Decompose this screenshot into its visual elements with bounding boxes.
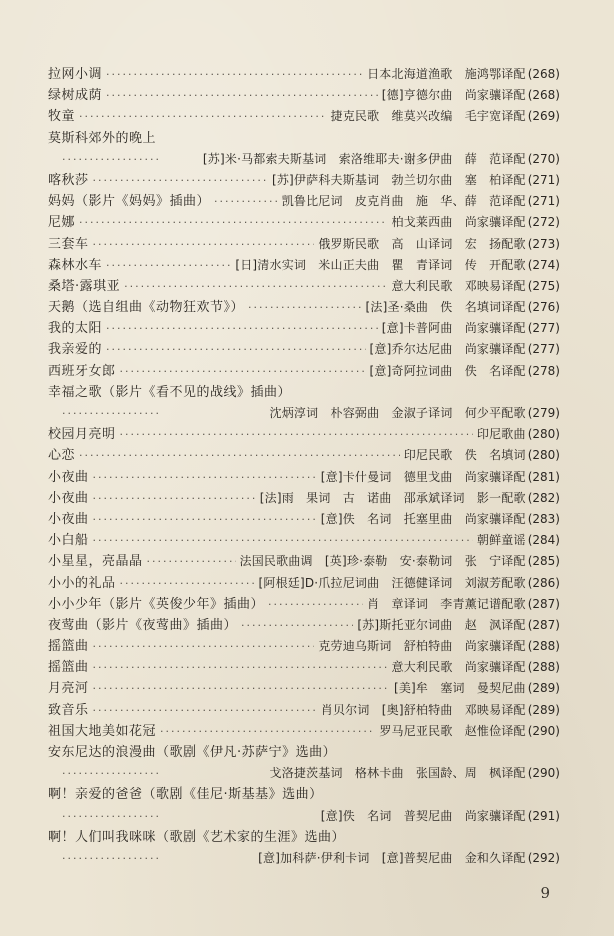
dot-leader <box>93 170 268 191</box>
entry-page-number: (272) <box>527 215 560 230</box>
credits: [意]卡什曼词 德里戈曲 尚家骧译配 <box>320 469 526 484</box>
entry-page-number: (268) <box>527 88 560 103</box>
song-title: 拉网小调 <box>48 67 103 82</box>
toc-entry <box>48 509 560 530</box>
song-title: 祖国大地美如花冠 <box>48 723 157 739</box>
song-title: 校园月亮明 <box>48 427 116 443</box>
toc-entry <box>48 594 560 615</box>
toc-entry-continuation <box>48 149 560 170</box>
dot-leader <box>120 424 473 445</box>
credits: 日本北海道渔歌 施鸿鄂译配 <box>367 67 526 81</box>
toc-entry <box>48 424 560 445</box>
table-of-contents <box>48 64 560 869</box>
credits: 印尼民歌 佚 名填词 <box>403 448 526 463</box>
toc-row <box>48 721 560 742</box>
toc-entry <box>48 530 560 551</box>
credits: [苏]斯托亚尔词曲 赵 沨译配 <box>357 617 526 632</box>
toc-row <box>48 297 560 318</box>
toc-row <box>48 636 560 657</box>
song-title: 西班牙女郎 <box>48 363 116 379</box>
entry-page-number: (281) <box>527 469 560 484</box>
toc-row <box>48 212 560 233</box>
song-title: 喀秋莎 <box>48 172 89 188</box>
toc-entry <box>48 297 560 318</box>
song-title: 小星星，亮晶晶 <box>48 554 143 570</box>
entry-page-number: (290) <box>527 766 560 781</box>
credits: [意]奇阿拉词曲 佚 名译配 <box>369 363 526 378</box>
credits: 凯鲁比尼词 皮克肖曲 施 华、薛 范译配 <box>281 194 526 209</box>
dot-leader <box>106 339 366 360</box>
entry-page-number: (287) <box>527 596 560 611</box>
song-title: 夜莺曲（影片《夜莺曲》插曲） <box>48 617 238 633</box>
toc-entry <box>48 721 560 742</box>
song-title: 我的太阳 <box>48 321 103 337</box>
toc-entry-continuation <box>48 763 560 784</box>
dot-leader <box>241 615 353 636</box>
credits: [美]牟 塞词 曼契尼曲 <box>393 681 526 696</box>
dot-leader <box>106 64 363 85</box>
toc-row <box>48 361 560 382</box>
song-title: 天鹅（选自组曲《动物狂欢节》） <box>48 300 245 316</box>
toc-row <box>48 657 560 678</box>
dot-leader <box>79 212 388 233</box>
entry-page-number: (290) <box>527 723 560 738</box>
song-title: 啊！人们叫我咪咪（歌剧《艺术家的生涯》选曲） <box>48 829 346 845</box>
credits: 意大利民歌 邓映易译配 <box>391 278 526 293</box>
song-title: 幸福之歌（影片《看不见的战线》插曲） <box>48 384 292 400</box>
dot-leader <box>93 509 317 530</box>
toc-entry <box>48 742 560 763</box>
credits: 罗马尼亚民歌 赵惟俭译配 <box>379 723 526 738</box>
toc-row <box>48 149 560 170</box>
toc-row <box>48 551 560 572</box>
song-title: 妈妈（影片《妈妈》插曲） <box>48 194 211 210</box>
dot-leader <box>268 594 363 615</box>
entry-page-number: (292) <box>527 850 560 865</box>
toc-entry <box>48 382 560 403</box>
toc-row <box>48 827 560 848</box>
song-title: 尼娜 <box>48 215 76 231</box>
song-title: 月亮河 <box>48 681 89 697</box>
song-title: 安东尼达的浪漫曲（歌剧《伊凡·苏萨宁》选曲） <box>48 745 337 760</box>
toc-entry <box>48 615 560 636</box>
toc-row <box>48 234 560 255</box>
toc-entry <box>48 191 560 212</box>
toc-entry-continuation <box>48 403 560 424</box>
song-title: 小夜曲 <box>48 511 89 527</box>
dot-leader <box>62 806 160 827</box>
toc-row <box>48 318 560 339</box>
credits: 意大利民歌 尚家骧译配 <box>391 660 526 675</box>
entry-page-number: (273) <box>527 236 560 251</box>
toc-entry <box>48 318 560 339</box>
entry-page-number: (270) <box>527 151 560 166</box>
song-title: 摇篮曲 <box>48 660 89 676</box>
dot-leader <box>93 700 317 721</box>
song-title: 摇篮曲 <box>48 639 89 655</box>
toc-row <box>48 573 560 594</box>
entry-page-number: (277) <box>527 342 560 357</box>
song-title: 致音乐 <box>48 702 89 718</box>
toc-row <box>48 382 560 403</box>
toc-entry <box>48 276 560 297</box>
credits: 沈炳淳词 朴容弼曲 金淑子译词 何少平配歌 <box>269 406 526 420</box>
entry-page-number: (275) <box>527 278 560 293</box>
dot-leader <box>93 530 473 551</box>
toc-row <box>48 700 560 721</box>
credits: [德]亨德尔曲 尚家骧译配 <box>381 88 526 103</box>
entry-page-number: (277) <box>527 321 560 336</box>
entry-page-number: (279) <box>527 406 560 420</box>
dot-leader <box>62 848 160 869</box>
credits: 肖贝尔词 [奥]舒柏特曲 邓映易译配 <box>320 702 526 717</box>
entry-page-number: (271) <box>527 172 560 187</box>
dot-leader <box>93 488 256 509</box>
toc-row <box>48 784 560 805</box>
dot-leader <box>120 361 366 382</box>
credits: 印尼歌曲 <box>476 427 526 442</box>
toc-entry <box>48 678 560 699</box>
dot-leader <box>93 678 390 699</box>
toc-entry <box>48 445 560 466</box>
credits: [意]佚 名词 普契尼曲 尚家骧译配 <box>320 808 526 823</box>
toc-row <box>48 191 560 212</box>
toc-row <box>48 594 560 615</box>
credits: [阿根廷]D·爪拉尼词曲 汪德健译词 刘淑芳配歌 <box>258 575 526 590</box>
credits: [意]加科萨·伊利卡词 [意]普契尼曲 金和久译配 <box>258 850 526 865</box>
toc-entry <box>48 106 560 127</box>
credits: [意]佚 名词 托塞里曲 尚家骧译配 <box>320 511 526 526</box>
toc-row <box>48 170 560 191</box>
toc-entry <box>48 636 560 657</box>
toc-row <box>48 276 560 297</box>
entry-page-number: (280) <box>527 427 560 442</box>
song-title: 啊！亲爱的爸爸（歌剧《佳尼·斯基基》选曲） <box>48 787 323 803</box>
dot-leader <box>62 149 160 170</box>
toc-entry <box>48 85 560 106</box>
toc-row <box>48 85 560 106</box>
song-title: 小小少年（影片《英俊少年》插曲） <box>48 596 265 612</box>
dot-leader <box>160 721 375 742</box>
credits: 克劳迪乌斯词 舒柏特曲 尚家骧译配 <box>318 639 526 654</box>
entry-page-number: (280) <box>527 448 560 463</box>
entry-page-number: (289) <box>527 681 560 696</box>
dot-leader <box>106 255 231 276</box>
toc-row <box>48 403 560 424</box>
song-title: 小夜曲 <box>48 490 89 506</box>
credits: 戈洛捷茨基词 格林卡曲 张国龄、周 枫译配 <box>269 766 526 781</box>
toc-row <box>48 530 560 551</box>
toc-row <box>48 742 560 763</box>
toc-entry <box>48 573 560 594</box>
toc-row <box>48 509 560 530</box>
song-title: 我亲爱的 <box>48 342 103 358</box>
toc-row <box>48 339 560 360</box>
toc-row <box>48 615 560 636</box>
song-title: 森林水车 <box>48 257 103 273</box>
toc-row <box>48 424 560 445</box>
dot-leader <box>214 191 278 212</box>
toc-entry <box>48 827 560 848</box>
toc-entry <box>48 657 560 678</box>
entry-page-number: (289) <box>527 702 560 717</box>
song-title: 莫斯科郊外的晚上 <box>48 130 157 146</box>
toc-row <box>48 255 560 276</box>
song-title: 牧童 <box>48 109 76 125</box>
toc-row <box>48 106 560 127</box>
song-title: 小小的礼品 <box>48 575 116 591</box>
toc-entry <box>48 255 560 276</box>
dot-leader <box>248 297 362 318</box>
toc-entry-continuation <box>48 848 560 869</box>
entry-page-number: (276) <box>527 300 560 315</box>
song-title: 小白船 <box>48 533 89 549</box>
entry-page-number: (285) <box>527 554 560 569</box>
song-title: 桑塔·露琪亚 <box>48 278 121 294</box>
dot-leader <box>124 276 387 297</box>
entry-page-number: (291) <box>527 808 560 823</box>
toc-entry <box>48 64 560 85</box>
credits: [法]雨 果词 古 诺曲 邵承斌译词 影一配歌 <box>259 490 526 505</box>
dot-leader <box>106 318 378 339</box>
entry-page-number: (274) <box>527 257 560 272</box>
entry-page-number: (283) <box>527 511 560 526</box>
toc-entry <box>48 488 560 509</box>
song-title: 绿树成荫 <box>48 88 103 104</box>
entry-page-number: (268) <box>527 67 560 81</box>
toc-row <box>48 678 560 699</box>
dot-leader <box>147 551 236 572</box>
credits: 朝鲜童谣 <box>476 533 526 548</box>
toc-entry-continuation <box>48 806 560 827</box>
song-title: 心恋 <box>48 448 76 464</box>
credits: [苏]米·马都索夫斯基词 索洛维耶夫·谢多伊曲 薛 范译配 <box>202 151 526 166</box>
toc-row <box>48 445 560 466</box>
dot-leader <box>79 445 400 466</box>
dot-leader <box>106 85 378 106</box>
credits: 肖 章译词 李青薰记谱配歌 <box>367 596 526 611</box>
entry-page-number: (288) <box>527 639 560 654</box>
dot-leader <box>62 403 160 424</box>
toc-entry <box>48 551 560 572</box>
page-number: 9 <box>540 884 550 902</box>
dot-leader <box>120 573 255 594</box>
toc-row <box>48 488 560 509</box>
credits: [法]圣·桑曲 佚 名填词译配 <box>365 300 526 315</box>
entry-page-number: (282) <box>527 490 560 505</box>
credits: 捷克民歌 维莫兴改编 毛宇宽译配 <box>330 109 526 124</box>
toc-entry <box>48 234 560 255</box>
entry-page-number: (269) <box>527 109 560 124</box>
entry-page-number: (278) <box>527 363 560 378</box>
credits: 俄罗斯民歌 高 山译词 宏 扬配歌 <box>318 236 526 251</box>
credits: [意]卡普阿曲 尚家骧译配 <box>381 321 526 336</box>
dot-leader <box>93 234 315 255</box>
credits: [日]清水实词 米山正夫曲 瞿 青译词 传 开配歌 <box>235 257 526 272</box>
toc-entry <box>48 467 560 488</box>
dot-leader <box>93 467 317 488</box>
toc-entry <box>48 784 560 805</box>
toc-row <box>48 763 560 784</box>
credits: [苏]伊萨科夫斯基词 勃兰切尔曲 塞 柏译配 <box>271 172 526 187</box>
toc-row <box>48 806 560 827</box>
credits: 柏戈莱西曲 尚家骧译配 <box>391 215 526 230</box>
dot-leader <box>93 636 315 657</box>
song-title: 小夜曲 <box>48 469 89 485</box>
entry-page-number: (284) <box>527 533 560 548</box>
toc-row <box>48 467 560 488</box>
toc-row <box>48 848 560 869</box>
credits: [意]乔尔达尼曲 尚家骧译配 <box>369 342 526 357</box>
dot-leader <box>62 763 160 784</box>
credits: 法国民歌曲调 [英]珍·泰勒 安·泰勒词 张 宁译配 <box>239 554 526 569</box>
dot-leader <box>93 657 388 678</box>
song-title: 三套车 <box>48 236 89 252</box>
toc-entry <box>48 128 560 149</box>
toc-entry <box>48 170 560 191</box>
toc-entry <box>48 700 560 721</box>
entry-page-number: (286) <box>527 575 560 590</box>
toc-row <box>48 128 560 149</box>
entry-page-number: (271) <box>527 194 560 209</box>
dot-leader <box>79 106 327 127</box>
toc-entry <box>48 361 560 382</box>
toc-entry <box>48 212 560 233</box>
entry-page-number: (288) <box>527 660 560 675</box>
entry-page-number: (287) <box>527 617 560 632</box>
toc-entry <box>48 339 560 360</box>
toc-row <box>48 64 560 85</box>
